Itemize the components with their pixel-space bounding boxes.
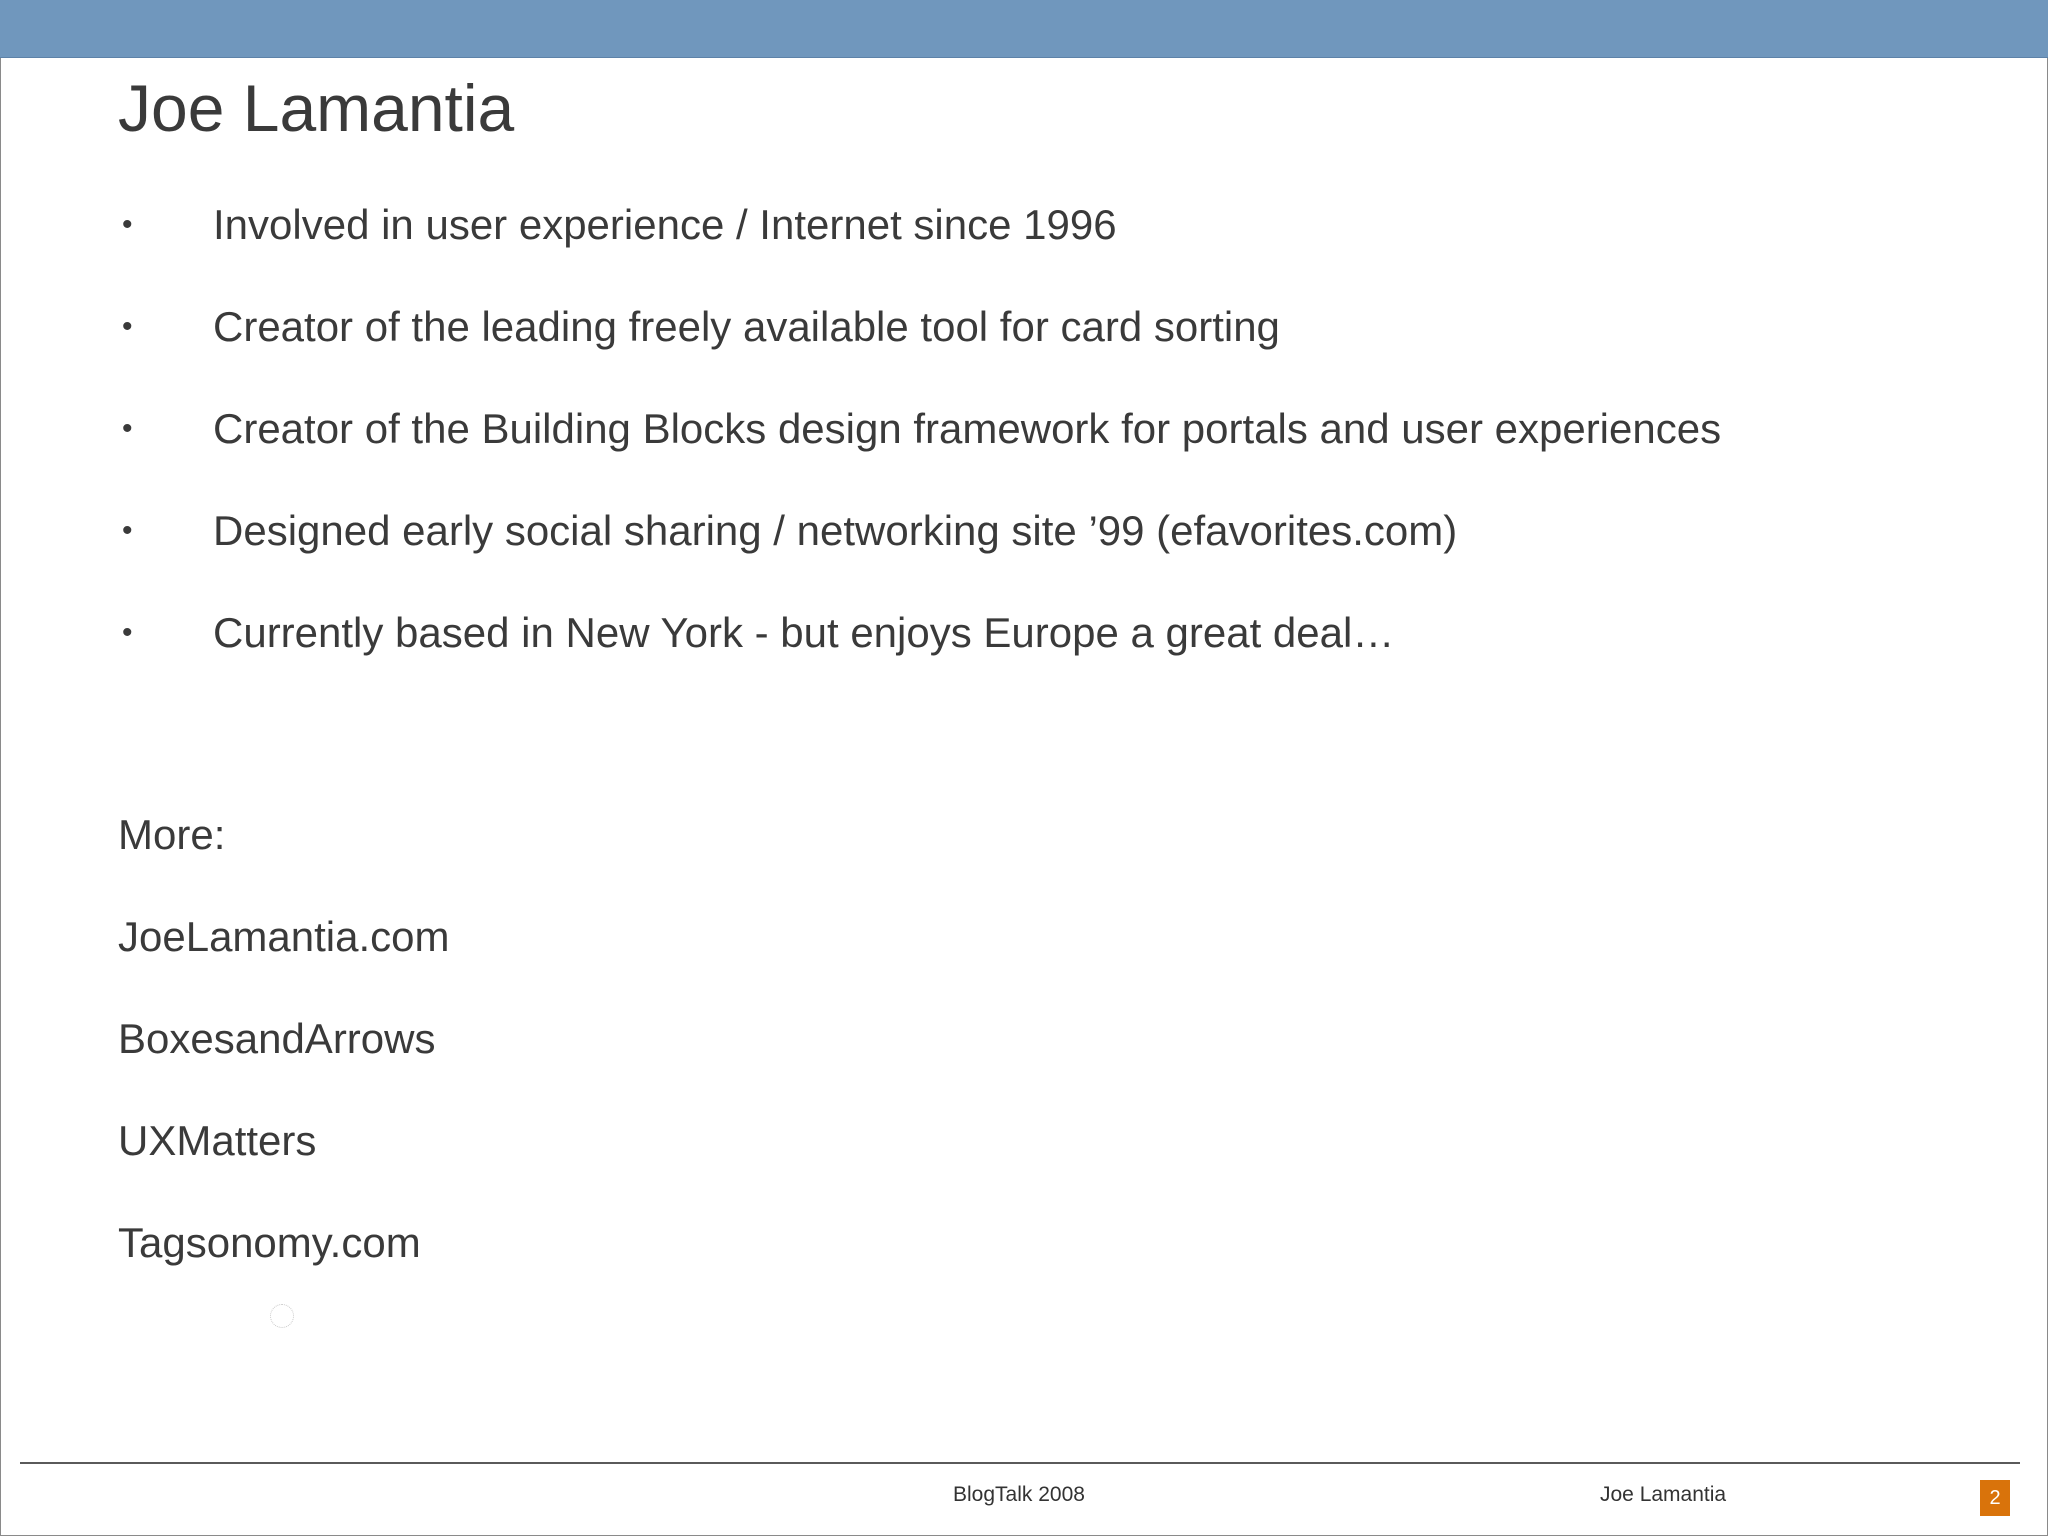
footer-event: BlogTalk 2008 (953, 1483, 1085, 1506)
bullet-marker: • (122, 514, 133, 547)
link-uxmatters: UXMatters (118, 1117, 317, 1164)
bullet-text: Creator of the Building Blocks design framework for portals and user experiences (213, 405, 1722, 452)
bullet-item (118, 292, 1721, 394)
bullet-marker: • (122, 208, 133, 241)
more-heading: More: (118, 811, 226, 858)
footer-author: Joe Lamantia (1600, 1483, 1727, 1506)
bullet-item (118, 496, 1721, 598)
more-section (118, 800, 450, 1310)
bullet-text: Currently based in New York - but enjoys Europe a great deal… (213, 609, 1395, 656)
link-tagsonomy: Tagsonomy.com (118, 1219, 421, 1266)
bullet-marker: • (122, 412, 133, 445)
bullet-text: Designed early social sharing / networking site ’99 (efavorites.com) (213, 507, 1458, 554)
slide-title: Joe Lamantia (118, 71, 515, 145)
faint-mark (270, 1304, 294, 1328)
link-joelamantia: JoeLamantia.com (118, 913, 450, 960)
bullet-item (118, 598, 1721, 700)
bullet-list (118, 190, 1721, 700)
bullet-item (118, 190, 1721, 292)
bullet-item (118, 394, 1721, 496)
header-bar (0, 0, 2048, 58)
bullet-text: Involved in user experience / Internet since 1996 (213, 201, 1117, 248)
link-boxesandarrows: BoxesandArrows (118, 1015, 436, 1062)
bullet-marker: • (122, 616, 133, 649)
bullet-text: Creator of the leading freely available tool for card sorting (213, 303, 1280, 350)
bullet-marker: • (122, 310, 133, 343)
footer-divider (20, 1462, 2020, 1464)
page-number-badge: 2 (1980, 1480, 2010, 1516)
